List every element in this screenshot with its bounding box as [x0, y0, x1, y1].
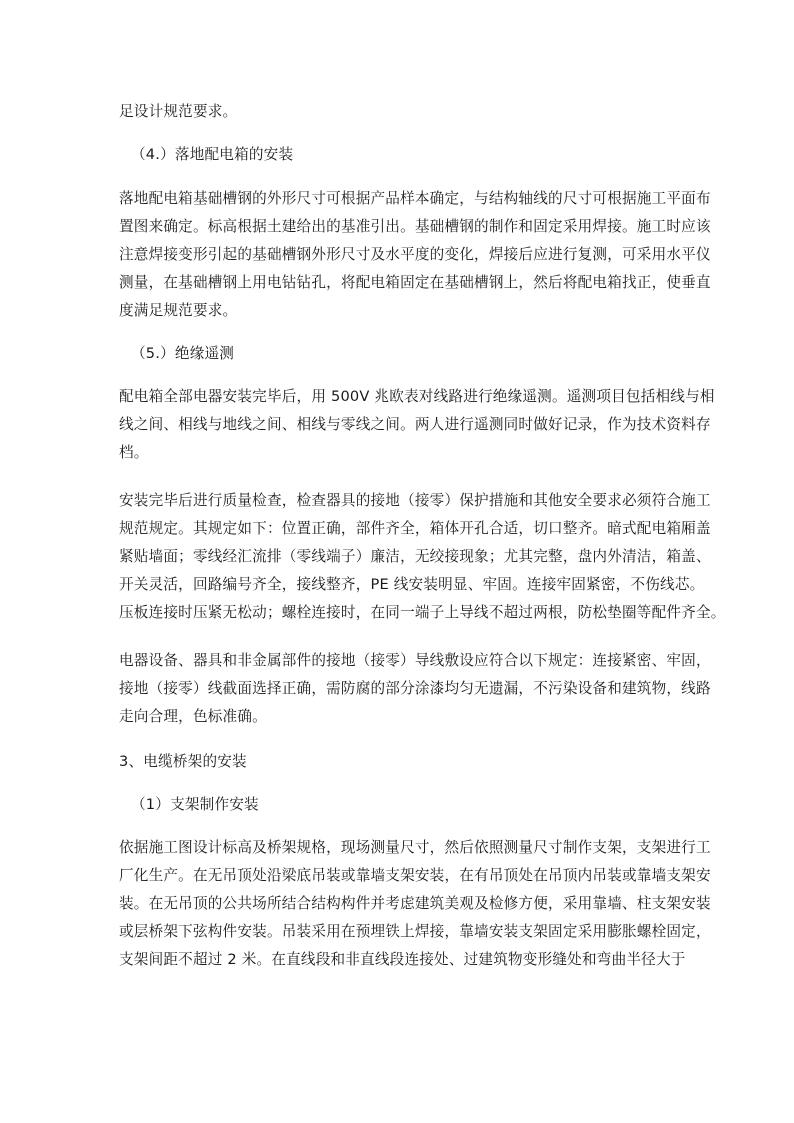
paragraph-line: 紧贴墙面；零线经汇流排（零线端子）廉洁，无绞接现象；尤其完整，盘内外清洁，箱盖、 — [119, 548, 711, 565]
paragraph-line: 厂化生产。在无吊顶处沿梁底吊装或靠墙支架安装，在有吊顶处在吊顶内吊装或靠墙支架安 — [119, 867, 711, 884]
section-heading: （5.）绝缘遥测 — [131, 345, 235, 362]
paragraph-line: 装。在无吊顶的公共场所结合结构构件并考虑建筑美观及检修方便，采用靠墙、柱支架安装 — [119, 895, 711, 912]
paragraph-line: 开关灵活，回路编号齐全，接线整齐，PE 线安装明显、牢固。连接牢固紧密，不伤线芯。 — [119, 576, 705, 593]
section-heading: （4.）落地配电箱的安装 — [131, 146, 294, 163]
paragraph-line: 线之间、相线与地线之间、相线与零线之间。两人进行遥测同时做好记录，作为技术资料存 — [119, 416, 711, 433]
paragraph-line: 配电箱全部电器安装完毕后，用 500V 兆欧表对线路进行绝缘遥测。遥测项目包括相线与相 — [119, 388, 715, 405]
paragraph-line: 或层桥架下弦构件安装。吊装采用在预埋铁上焊接，靠墙安装支架固定采用膨胀螺栓固定， — [119, 923, 711, 940]
paragraph-line: 支架间距不超过 2 米。在直线段和非直线段连接处、过建筑物变形缝处和弯曲半径大于 — [119, 951, 686, 968]
section-heading: 3、电缆桥架的安装 — [119, 753, 247, 770]
paragraph-line: 规范规定。其规定如下：位置正确，部件齐全，箱体开孔合适，切口整齐。暗式配电箱厢盖 — [119, 520, 711, 537]
paragraph-line: 度满足规范要求。 — [119, 302, 238, 319]
paragraph-line: 足设计规范要求。 — [119, 103, 238, 120]
paragraph-line: 测量，在基础槽钢上用电钻钻孔，将配电箱固定在基础槽钢上，然后将配电箱找正，使垂直 — [119, 274, 711, 291]
paragraph-line: 压板连接时压紧无松动；螺栓连接时，在同一端子上导线不超过两根，防松垫圈等配件齐全。 — [119, 604, 726, 621]
section-heading: （1）支架制作安装 — [131, 796, 259, 813]
paragraph-line: 接地（接零）线截面选择正确，需防腐的部分涂漆均匀无遗漏，不污染设备和建筑物，线路 — [119, 680, 711, 697]
paragraph-line: 走向合理，色标准确。 — [119, 708, 267, 725]
paragraph-line: 档。 — [119, 444, 149, 461]
paragraph-line: 电器设备、器具和非金属部件的接地（接零）导线敷设应符合以下规定：连接紧密、牢固， — [119, 652, 711, 669]
paragraph-line: 置图来确定。标高根据土建给出的基准引出。基础槽钢的制作和固定采用焊接。施工时应该 — [119, 218, 711, 235]
paragraph-line: 依据施工图设计标高及桥架规格，现场测量尺寸，然后依照测量尺寸制作支架，支架进行工 — [119, 839, 711, 856]
paragraph-line: 安装完毕后进行质量检查，检查器具的接地（接零）保护措施和其他安全要求必须符合施工 — [119, 492, 711, 509]
paragraph-line: 落地配电箱基础槽钢的外形尺寸可根据产品样本确定，与结构轴线的尺寸可根据施工平面布 — [119, 190, 711, 207]
paragraph-line: 注意焊接变形引起的基础槽钢外形尺寸及水平度的变化，焊接后应进行复测，可采用水平仪 — [119, 246, 711, 263]
